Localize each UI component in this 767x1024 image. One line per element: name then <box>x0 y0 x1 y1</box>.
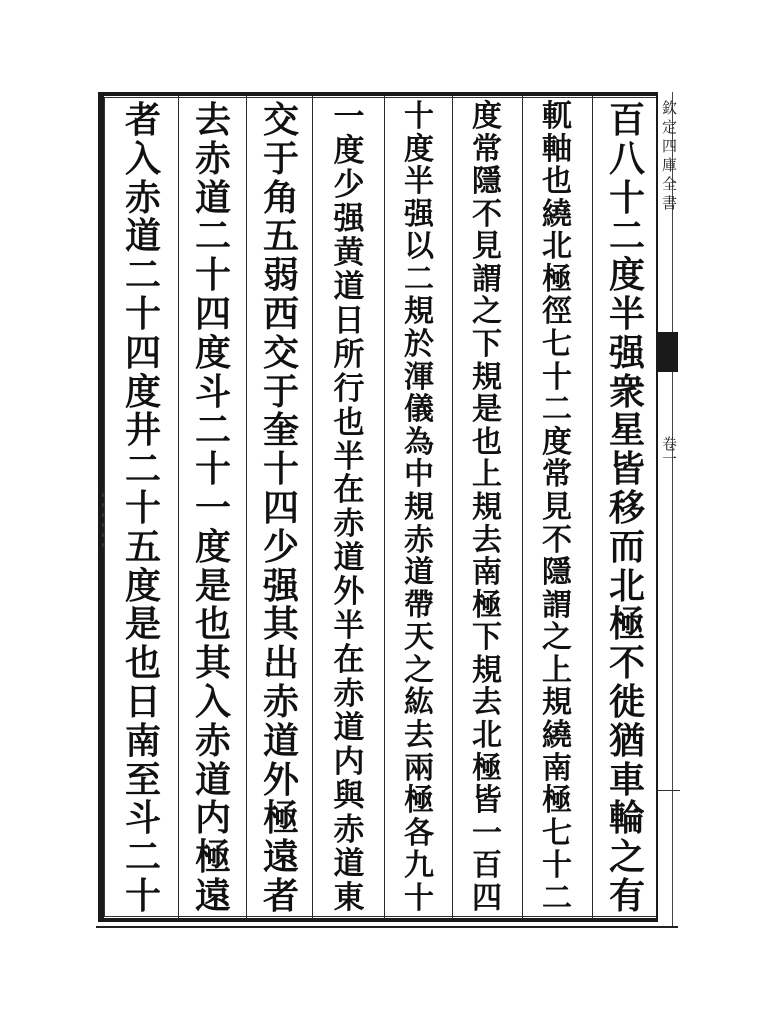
glyph: 皆 <box>472 783 502 819</box>
glyph: 與 <box>333 778 365 815</box>
glyph: 遠 <box>194 874 231 917</box>
glyph: 西 <box>262 292 299 335</box>
glyph: 少 <box>333 166 365 203</box>
glyph: 規 <box>542 685 572 721</box>
glyph: 帶 <box>404 587 434 623</box>
glyph: 而 <box>608 525 645 568</box>
glyph: 徑 <box>542 294 572 330</box>
glyph: 外 <box>262 758 299 801</box>
glyph: 十 <box>124 486 161 529</box>
glyph: 七 <box>542 327 572 363</box>
glyph: 上 <box>472 457 502 493</box>
glyph: 常 <box>472 131 502 167</box>
glyph: 去 <box>472 522 502 558</box>
glyph: 赤 <box>124 176 161 219</box>
glyph: 不 <box>608 642 645 685</box>
glyph: 日 <box>124 680 161 723</box>
glyph: 度 <box>333 132 365 169</box>
glyph: 道 <box>262 719 299 762</box>
glyph: 半 <box>608 292 645 335</box>
glyph: 道 <box>333 845 365 882</box>
text-column-6 <box>250 99 312 917</box>
glyph: 二 <box>404 261 434 297</box>
glyph: 斗 <box>124 797 161 840</box>
glyph: 為 <box>404 424 434 460</box>
text-column-1 <box>596 99 658 917</box>
glyph: 於 <box>404 327 434 363</box>
fold-divider <box>672 92 673 926</box>
glyph: 道 <box>333 710 365 747</box>
glyph: 極 <box>608 603 645 646</box>
glyph: 斗 <box>194 370 231 413</box>
glyph: 内 <box>333 744 365 781</box>
glyph: 是 <box>124 603 161 646</box>
glyph: 少 <box>262 525 299 568</box>
glyph: 度 <box>124 370 161 413</box>
glyph: 度 <box>194 525 231 568</box>
glyph: 八 <box>608 137 645 180</box>
glyph: 其 <box>262 603 299 646</box>
glyph: 于 <box>262 370 299 413</box>
glyph: 赤 <box>194 719 231 762</box>
bottom-rule <box>96 926 678 928</box>
glyph: 十 <box>124 874 161 917</box>
glyph: 至 <box>124 758 161 801</box>
column-divider <box>178 96 179 918</box>
glyph: 道 <box>194 176 231 219</box>
glyph: 行 <box>333 370 365 407</box>
glyph: 一 <box>333 99 365 135</box>
glyph: 輪 <box>608 797 645 840</box>
text-column-8 <box>112 99 174 917</box>
glyph: 紘 <box>404 685 434 721</box>
glyph: 軸 <box>542 131 572 167</box>
glyph: 强 <box>333 200 365 237</box>
glyph: 皆 <box>608 448 645 491</box>
glyph: 七 <box>542 815 572 851</box>
glyph: 以 <box>404 229 434 265</box>
fold-fishtail-mark <box>658 332 678 372</box>
glyph: 也 <box>194 603 231 646</box>
glyph: 各 <box>404 815 434 851</box>
glyph: 强 <box>262 564 299 607</box>
glyph: 徙 <box>608 680 645 723</box>
glyph: 也 <box>472 424 502 460</box>
glyph: 度 <box>472 99 502 134</box>
fold-juan-label: 卷一 <box>660 436 678 466</box>
glyph: 度 <box>404 131 434 167</box>
glyph: 去 <box>194 99 231 141</box>
glyph: 奎 <box>262 409 299 452</box>
text-column-4 <box>388 99 450 916</box>
glyph: 道 <box>194 758 231 801</box>
glyph: 度 <box>608 254 645 297</box>
glyph: 規 <box>472 652 502 688</box>
glyph: 極 <box>472 750 502 786</box>
column-divider <box>384 96 385 918</box>
glyph: 車 <box>608 758 645 801</box>
glyph: 也 <box>124 642 161 685</box>
glyph: 二 <box>542 880 572 916</box>
glyph: 内 <box>194 797 231 840</box>
glyph: 交 <box>262 99 299 141</box>
glyph: 道 <box>124 215 161 258</box>
glyph: 道 <box>333 268 365 305</box>
glyph: 道 <box>404 555 434 591</box>
glyph: 强 <box>404 196 434 232</box>
column-divider <box>522 96 523 918</box>
glyph: 十 <box>608 176 645 219</box>
glyph: 半 <box>333 438 365 475</box>
glyph: 有 <box>608 874 645 917</box>
glyph: 赤 <box>262 680 299 723</box>
glyph: 南 <box>472 555 502 591</box>
glyph: 下 <box>472 620 502 656</box>
glyph: 去 <box>404 717 434 753</box>
glyph: 者 <box>124 99 161 141</box>
glyph: 十 <box>404 880 434 916</box>
glyph: 規 <box>472 359 502 395</box>
text-column-7 <box>182 99 244 917</box>
glyph: 北 <box>472 717 502 753</box>
glyph: 在 <box>333 472 365 509</box>
glyph: 繞 <box>542 717 572 753</box>
glyph: 繞 <box>542 196 572 232</box>
glyph: 赤 <box>404 522 434 558</box>
column-divider <box>592 96 593 918</box>
glyph: 中 <box>404 457 434 493</box>
glyph: 極 <box>542 261 572 297</box>
glyph: 極 <box>542 783 572 819</box>
glyph: 也 <box>542 164 572 200</box>
glyph: 入 <box>124 137 161 180</box>
glyph: 星 <box>608 409 645 452</box>
glyph: 度 <box>124 564 161 607</box>
binding-dots <box>100 490 106 550</box>
glyph: 規 <box>404 489 434 525</box>
glyph: 道 <box>333 540 365 577</box>
glyph: 不 <box>542 522 572 558</box>
column-divider <box>312 96 313 918</box>
glyph: 見 <box>472 229 502 265</box>
glyph: 極 <box>404 783 434 819</box>
glyph: 二 <box>194 215 231 258</box>
glyph: 下 <box>472 327 502 363</box>
glyph: 二 <box>608 215 645 258</box>
text-column-2 <box>526 99 588 916</box>
glyph: 在 <box>333 642 365 679</box>
glyph: 一 <box>194 486 231 529</box>
glyph: 之 <box>542 620 572 656</box>
glyph: 二 <box>124 836 161 879</box>
glyph: 赤 <box>333 812 365 849</box>
glyph: 遠 <box>262 836 299 879</box>
glyph: 五 <box>124 525 161 568</box>
glyph: 角 <box>262 176 299 219</box>
glyph: 北 <box>542 229 572 265</box>
text-column-3 <box>456 99 518 916</box>
fold-tick <box>658 790 680 791</box>
glyph: 兩 <box>404 750 434 786</box>
glyph: 四 <box>194 292 231 335</box>
glyph: 十 <box>194 254 231 297</box>
glyph: 于 <box>262 137 299 180</box>
glyph: 九 <box>404 848 434 884</box>
glyph: 四 <box>472 880 502 916</box>
glyph: 百 <box>472 848 502 884</box>
glyph: 是 <box>194 564 231 607</box>
glyph: 入 <box>194 680 231 723</box>
glyph: 度 <box>194 331 231 374</box>
glyph: 也 <box>333 404 365 441</box>
glyph: 一 <box>472 815 502 851</box>
glyph: 見 <box>542 489 572 525</box>
glyph: 規 <box>472 489 502 525</box>
glyph: 十 <box>542 359 572 395</box>
glyph: 南 <box>124 719 161 762</box>
glyph: 極 <box>194 836 231 879</box>
glyph: 赤 <box>333 676 365 713</box>
glyph: 猶 <box>608 719 645 762</box>
glyph: 二 <box>194 409 231 452</box>
glyph: 者 <box>262 874 299 917</box>
glyph: 是 <box>472 392 502 428</box>
glyph: 極 <box>262 797 299 840</box>
glyph: 强 <box>608 331 645 374</box>
column-divider <box>452 96 453 918</box>
glyph: 之 <box>404 652 434 688</box>
glyph: 二 <box>542 392 572 428</box>
glyph: 半 <box>404 164 434 200</box>
glyph: 二 <box>124 448 161 491</box>
text-column-5 <box>318 99 380 916</box>
glyph: 十 <box>542 848 572 884</box>
glyph: 其 <box>194 642 231 685</box>
glyph: 隱 <box>472 164 502 200</box>
glyph: 四 <box>124 331 161 374</box>
glyph: 十 <box>194 448 231 491</box>
glyph: 東 <box>333 879 365 916</box>
glyph: 隱 <box>542 555 572 591</box>
glyph: 二 <box>124 254 161 297</box>
glyph: 百 <box>608 99 645 141</box>
glyph: 外 <box>333 574 365 611</box>
glyph: 規 <box>404 294 434 330</box>
glyph: 天 <box>404 620 434 656</box>
glyph: 去 <box>472 685 502 721</box>
glyph: 不 <box>472 196 502 232</box>
glyph: 極 <box>472 587 502 623</box>
glyph: 之 <box>608 836 645 879</box>
glyph: 北 <box>608 564 645 607</box>
column-divider <box>246 96 247 918</box>
glyph: 交 <box>262 331 299 374</box>
glyph: 赤 <box>333 506 365 543</box>
glyph: 謂 <box>472 261 502 297</box>
glyph: 黄 <box>333 234 365 271</box>
glyph: 上 <box>542 652 572 688</box>
glyph: 出 <box>262 642 299 685</box>
glyph: 謂 <box>542 587 572 623</box>
glyph: 日 <box>333 302 365 339</box>
glyph: 之 <box>472 294 502 330</box>
glyph: 五 <box>262 215 299 258</box>
glyph: 常 <box>542 457 572 493</box>
glyph: 弱 <box>262 254 299 297</box>
glyph: 十 <box>262 448 299 491</box>
glyph: 赤 <box>194 137 231 180</box>
fold-title: 欽定四庫全書 <box>660 100 678 214</box>
glyph: 四 <box>262 486 299 529</box>
glyph: 衆 <box>608 370 645 413</box>
glyph: 十 <box>404 99 434 134</box>
glyph: 井 <box>124 409 161 452</box>
glyph: 半 <box>333 608 365 645</box>
glyph: 渾 <box>404 359 434 395</box>
glyph: 度 <box>542 424 572 460</box>
glyph: 所 <box>333 336 365 373</box>
glyph: 南 <box>542 750 572 786</box>
glyph: 儀 <box>404 392 434 428</box>
glyph: 移 <box>608 486 645 529</box>
glyph: 十 <box>124 292 161 335</box>
glyph: 軏 <box>542 99 572 134</box>
